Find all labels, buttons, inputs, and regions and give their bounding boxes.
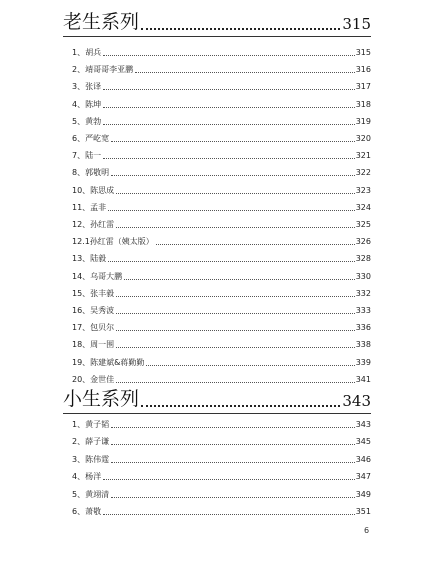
section-header-laosheng: [63, 6, 371, 37]
entry-page: 318: [355, 99, 371, 109]
dot-leader: [103, 513, 355, 515]
entry-page: 332: [355, 288, 371, 298]
section-title: 老生系列: [63, 11, 140, 33]
entry-label: 7、陆一: [72, 151, 102, 161]
dot-leader: [111, 140, 355, 142]
entry-page: 316: [355, 65, 371, 75]
toc-entry[interactable]: [72, 76, 371, 92]
dot-leader: [124, 278, 355, 280]
toc-entry[interactable]: [72, 59, 371, 75]
toc-entry[interactable]: [72, 214, 371, 230]
entry-label: 14、乌哥大鹏: [72, 271, 123, 281]
toc-entry[interactable]: [72, 94, 371, 110]
entry-page: 326: [355, 237, 371, 247]
entry-label: 16、吴秀波: [72, 306, 115, 315]
dot-leader: [111, 496, 355, 498]
section-title: 小生系列: [63, 388, 140, 410]
dot-leader: [111, 174, 355, 176]
entry-label: 1、胡兵: [72, 48, 102, 57]
dot-leader: [103, 88, 355, 90]
section-page: 315: [342, 15, 371, 33]
toc-entry[interactable]: [72, 283, 371, 299]
dot-leader: [135, 71, 355, 73]
dot-leader: [116, 226, 355, 228]
dot-leader: [116, 346, 355, 348]
entry-page: 317: [355, 82, 371, 92]
entry-label: 12、孙红雷: [72, 220, 115, 229]
dot-leader: [116, 295, 355, 297]
toc-entry[interactable]: [72, 484, 371, 500]
toc-entry[interactable]: [72, 449, 371, 465]
entry-label: 3、张译: [72, 82, 102, 92]
toc-entry[interactable]: [72, 128, 371, 144]
toc-entry[interactable]: [72, 42, 371, 58]
entry-page: 325: [355, 220, 371, 229]
toc-entry[interactable]: [72, 162, 371, 178]
entry-label: 13、陆毅: [72, 254, 107, 264]
entry-label: 8、郭敬明: [72, 168, 110, 178]
entry-page: 323: [355, 185, 371, 195]
toc-entry[interactable]: [72, 300, 371, 316]
toc-entry[interactable]: [72, 197, 371, 213]
entry-page: 322: [355, 168, 371, 178]
entry-label: 11、孟非: [72, 202, 107, 212]
entry-label: 18、周一围: [72, 340, 115, 350]
dot-leader: [111, 461, 355, 463]
entry-label: 15、张丰毅: [72, 288, 115, 298]
dot-leader: [103, 478, 355, 480]
dot-leader: [103, 54, 355, 56]
entry-page: 339: [355, 357, 371, 367]
dot-leader: [156, 243, 355, 245]
toc-entry[interactable]: [72, 231, 371, 247]
entry-page: 341: [355, 374, 371, 384]
dot-leader: [141, 404, 340, 407]
dot-leader: [141, 27, 340, 30]
toc-entry[interactable]: [72, 317, 371, 333]
dot-leader: [111, 426, 355, 428]
entry-label: 4、杨洋: [72, 472, 102, 482]
dot-leader: [146, 364, 354, 366]
toc-entry[interactable]: [72, 431, 371, 447]
toc-entry[interactable]: [72, 111, 371, 127]
entry-label: 1、黄子韬: [72, 420, 110, 429]
dot-leader: [103, 106, 355, 108]
section-page: 343: [342, 392, 371, 410]
entry-label: 4、陈坤: [72, 99, 102, 109]
toc-entry[interactable]: [72, 352, 371, 368]
entry-label: 2、薛子谦: [72, 437, 110, 447]
dot-leader: [108, 260, 355, 262]
entry-label: 20、金世佳: [72, 374, 115, 384]
entry-label: 12.1孙红雷（姨太版）: [72, 237, 154, 247]
toc-entry[interactable]: [72, 248, 371, 264]
toc-entry[interactable]: [72, 414, 371, 430]
section-header-xiaosheng: [63, 383, 371, 414]
toc-entry[interactable]: [72, 266, 371, 282]
dot-leader: [116, 312, 355, 314]
entry-page: 346: [355, 454, 371, 464]
toc-entry[interactable]: [72, 466, 371, 482]
entry-page: 319: [355, 116, 371, 126]
toc-entry[interactable]: [72, 180, 371, 196]
entry-label: 6、萧敬: [72, 507, 102, 516]
entry-page: 343: [355, 420, 371, 429]
entry-label: 10、陈思成: [72, 185, 115, 195]
entry-page: 328: [355, 254, 371, 264]
entry-label: 6、严屹宽: [72, 134, 110, 143]
toc-entry[interactable]: [72, 334, 371, 350]
entry-page: 320: [355, 134, 371, 143]
entry-page: 338: [355, 340, 371, 350]
entry-page: 349: [355, 489, 371, 499]
dot-leader: [116, 192, 355, 194]
dot-leader: [103, 157, 355, 159]
entry-page: 345: [355, 437, 371, 447]
entry-page: 347: [355, 472, 371, 482]
page-number: 6: [364, 526, 370, 535]
entry-page: 321: [355, 151, 371, 161]
entry-label: 3、陈伟霆: [72, 454, 110, 464]
entry-page: 333: [355, 306, 371, 315]
toc-entry[interactable]: [72, 501, 371, 517]
dot-leader: [116, 329, 355, 331]
toc-entry[interactable]: [72, 145, 371, 161]
entry-page: 351: [355, 507, 371, 516]
entry-label: 5、黄勃: [72, 116, 102, 126]
dot-leader: [103, 123, 355, 125]
entry-page: 324: [355, 202, 371, 212]
entry-label: 17、包贝尔: [72, 323, 115, 333]
dot-leader: [108, 209, 355, 211]
dot-leader: [111, 443, 355, 445]
entry-label: 2、靖哥哥李亚鹏: [72, 65, 134, 75]
entry-page: 336: [355, 323, 371, 333]
entry-label: 5、黄翊清: [72, 489, 110, 499]
entry-page: 330: [355, 271, 371, 281]
entry-page: 315: [355, 48, 371, 57]
entry-label: 19、陈建斌&蒋勤勤: [72, 357, 145, 367]
